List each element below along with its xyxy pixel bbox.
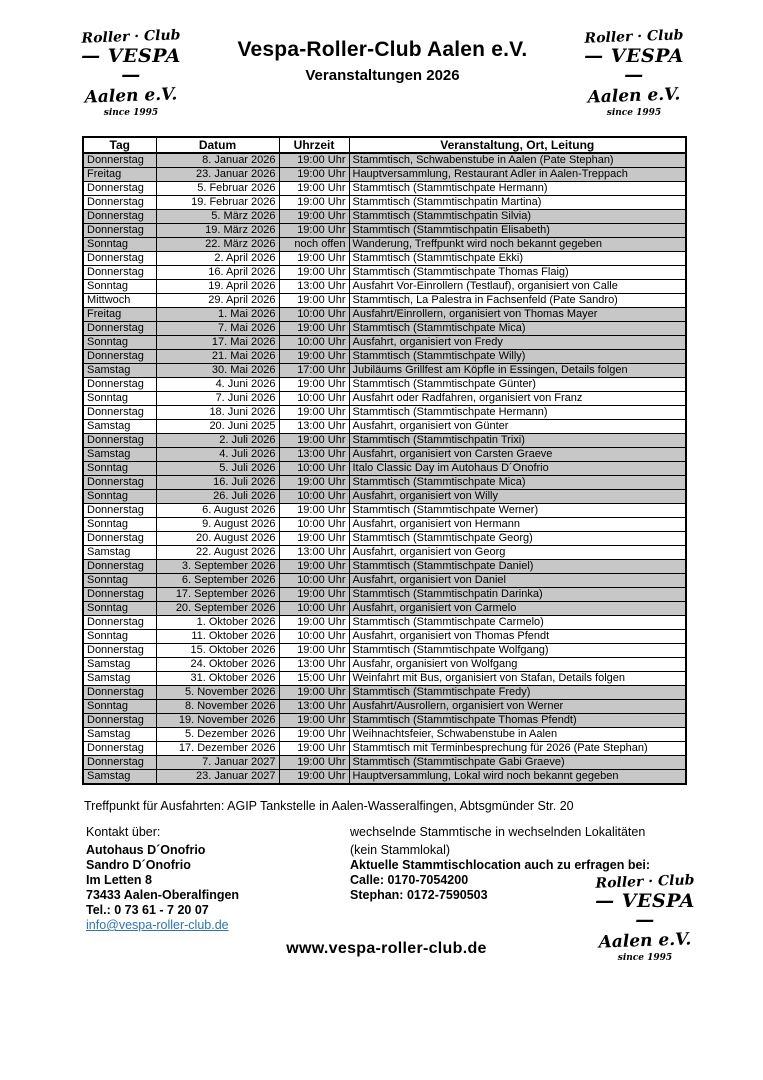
cell-tag: Donnerstag [83, 322, 156, 336]
table-row [83, 714, 686, 728]
cell-uhrzeit: 19:00 Uhr [279, 182, 349, 196]
cell-datum: 5. Juli 2026 [156, 462, 279, 476]
cell-datum: 5. März 2026 [156, 210, 279, 224]
cell-datum: 7. Januar 2027 [156, 756, 279, 770]
cell-uhrzeit: 19:00 Uhr [279, 728, 349, 742]
contact-person: Sandro D´Onofrio [86, 858, 191, 872]
cell-uhrzeit: 19:00 Uhr [279, 756, 349, 770]
cell-uhrzeit: 19:00 Uhr [279, 252, 349, 266]
page-subtitle: Veranstaltungen 2026 [305, 67, 460, 84]
cell-datum: 19. Februar 2026 [156, 196, 279, 210]
logo-text-vespa: — VESPA — [595, 890, 695, 931]
cell-tag: Donnerstag [83, 616, 156, 630]
cell-tag: Donnerstag [83, 434, 156, 448]
logo-text-since: since 1995 [606, 108, 662, 118]
cell-datum: 19. November 2026 [156, 714, 279, 728]
cell-datum: 11. Oktober 2026 [156, 630, 279, 644]
cell-tag: Sonntag [83, 462, 156, 476]
table-row [83, 658, 686, 672]
cell-uhrzeit: 19:00 Uhr [279, 210, 349, 224]
cell-uhrzeit: 19:00 Uhr [279, 266, 349, 280]
cell-datum: 17. September 2026 [156, 588, 279, 602]
table-row [83, 616, 686, 630]
cell-uhrzeit: 10:00 Uhr [279, 462, 349, 476]
cell-tag: Donnerstag [83, 182, 156, 196]
cell-tag: Donnerstag [83, 266, 156, 280]
table-row [83, 392, 686, 406]
table-row [83, 406, 686, 420]
cell-datum: 31. Oktober 2026 [156, 672, 279, 686]
cell-uhrzeit: 19:00 Uhr [279, 714, 349, 728]
cell-datum: 9. August 2026 [156, 518, 279, 532]
cell-veranstaltung: Ausfahrt, organisiert von Hermann [349, 518, 686, 532]
cell-uhrzeit: 13:00 Uhr [279, 546, 349, 560]
cell-tag: Donnerstag [83, 196, 156, 210]
cell-tag: Donnerstag [83, 210, 156, 224]
cell-datum: 6. August 2026 [156, 504, 279, 518]
cell-uhrzeit: 10:00 Uhr [279, 336, 349, 350]
table-row [83, 462, 686, 476]
website-url: www.vespa-roller-club.de [286, 940, 487, 957]
cell-veranstaltung: Ausfahr, organisiert von Wolfgang [349, 658, 686, 672]
cell-veranstaltung: Stammtisch (Stammtischpate Georg) [349, 532, 686, 546]
table-row [83, 770, 686, 785]
table-row [83, 504, 686, 518]
table-row [83, 532, 686, 546]
cell-datum: 2. Juli 2026 [156, 434, 279, 448]
cell-datum: 16. April 2026 [156, 266, 279, 280]
cell-datum: 21. Mai 2026 [156, 350, 279, 364]
cell-uhrzeit: 13:00 Uhr [279, 700, 349, 714]
logo-text-since: since 1995 [103, 108, 159, 118]
cell-tag: Donnerstag [83, 686, 156, 700]
treffpunkt-note: Treffpunkt für Ausfahrten: AGIP Tankstelle in Aalen-Wasseralfingen, Abtsgmünder Str. 20 [84, 799, 574, 813]
cell-datum: 22. August 2026 [156, 546, 279, 560]
cell-datum: 7. Juni 2026 [156, 392, 279, 406]
contact-label: Kontakt über: [86, 825, 161, 839]
cell-datum: 20. September 2026 [156, 602, 279, 616]
cell-tag: Samstag [83, 420, 156, 434]
table-row [83, 644, 686, 658]
cell-veranstaltung: Stammtisch (Stammtischpatin Silvia) [349, 210, 686, 224]
cell-veranstaltung: Stammtisch mit Terminbesprechung für 2026 (Pate Stephan) [349, 742, 686, 756]
cell-uhrzeit: 19:00 Uhr [279, 532, 349, 546]
cell-datum: 19. März 2026 [156, 224, 279, 238]
column-header-uhrzeit: Uhrzeit [279, 137, 349, 153]
cell-datum: 1. Mai 2026 [156, 308, 279, 322]
cell-datum: 1. Oktober 2026 [156, 616, 279, 630]
cell-veranstaltung: Jubiläums Grillfest am Köpfle in Essingen, Details folgen [349, 364, 686, 378]
cell-veranstaltung: Ausfahrt, organisiert von Daniel [349, 574, 686, 588]
cell-datum: 6. September 2026 [156, 574, 279, 588]
club-logo-top-left [74, 27, 188, 118]
cell-tag: Sonntag [83, 336, 156, 350]
cell-uhrzeit: 19:00 Uhr [279, 434, 349, 448]
cell-uhrzeit: 19:00 Uhr [279, 168, 349, 182]
page-title: Vespa-Roller-Club Aalen e.V. [237, 38, 528, 61]
cell-uhrzeit: 10:00 Uhr [279, 574, 349, 588]
cell-tag: Sonntag [83, 518, 156, 532]
cell-datum: 15. Oktober 2026 [156, 644, 279, 658]
phone-calle: Calle: 0170-7054200 [350, 873, 469, 887]
cell-veranstaltung: Italo Classic Day im Autohaus D´Onofrio [349, 462, 686, 476]
table-row [83, 630, 686, 644]
phone-stephan: Stephan: 0172-7590503 [350, 888, 488, 902]
cell-tag: Donnerstag [83, 588, 156, 602]
events-table [82, 136, 687, 785]
stammtisch-note-2: (kein Stammlokal) [350, 843, 451, 857]
table-row [83, 728, 686, 742]
cell-uhrzeit: 19:00 Uhr [279, 644, 349, 658]
cell-uhrzeit: 19:00 Uhr [279, 742, 349, 756]
cell-veranstaltung: Stammtisch (Stammtischpate Gabi Graeve) [349, 756, 686, 770]
logo-text-vespa: — VESPA — [584, 45, 684, 86]
stammtisch-note-3: Aktuelle Stammtischlocation auch zu erfragen bei: [350, 858, 651, 872]
table-row [83, 518, 686, 532]
table-header-row [83, 137, 686, 153]
cell-uhrzeit: 13:00 Uhr [279, 280, 349, 294]
table-row [83, 252, 686, 266]
cell-datum: 20. Juni 2025 [156, 420, 279, 434]
cell-veranstaltung: Ausfahrt/Einrollern, organisiert von Thomas Mayer [349, 308, 686, 322]
cell-tag: Samstag [83, 658, 156, 672]
cell-datum: 23. Januar 2027 [156, 770, 279, 785]
cell-datum: 16. Juli 2026 [156, 476, 279, 490]
cell-tag: Samstag [83, 364, 156, 378]
email-link[interactable]: info@vespa-roller-club.de [86, 918, 229, 932]
cell-uhrzeit: 19:00 Uhr [279, 588, 349, 602]
table-row [83, 210, 686, 224]
cell-tag: Donnerstag [83, 504, 156, 518]
logo-text-since: since 1995 [617, 953, 673, 963]
cell-veranstaltung: Ausfahrt Vor-Einrollern (Testlauf), organisiert von Calle [349, 280, 686, 294]
document-header [0, 0, 763, 118]
cell-veranstaltung: Stammtisch (Stammtischpate Mica) [349, 322, 686, 336]
cell-datum: 26. Juli 2026 [156, 490, 279, 504]
cell-uhrzeit: 10:00 Uhr [279, 490, 349, 504]
cell-uhrzeit: 19:00 Uhr [279, 686, 349, 700]
cell-datum: 18. Juni 2026 [156, 406, 279, 420]
table-row [83, 364, 686, 378]
table-row [83, 266, 686, 280]
cell-uhrzeit: 19:00 Uhr [279, 476, 349, 490]
cell-uhrzeit: 10:00 Uhr [279, 630, 349, 644]
cell-uhrzeit: 19:00 Uhr [279, 406, 349, 420]
cell-tag: Donnerstag [83, 153, 156, 168]
cell-veranstaltung: Stammtisch, La Palestra in Fachsenfeld (Pate Sandro) [349, 294, 686, 308]
cell-tag: Sonntag [83, 238, 156, 252]
cell-tag: Donnerstag [83, 742, 156, 756]
table-row [83, 224, 686, 238]
cell-tag: Freitag [83, 308, 156, 322]
column-header-tag: Tag [83, 137, 156, 153]
cell-veranstaltung: Stammtisch (Stammtischpatin Trixi) [349, 434, 686, 448]
table-row [83, 308, 686, 322]
contact-city: 73433 Aalen-Oberalfingen [86, 888, 240, 902]
cell-veranstaltung: Weihnachtsfeier, Schwabenstube in Aalen [349, 728, 686, 742]
cell-datum: 3. September 2026 [156, 560, 279, 574]
cell-veranstaltung: Stammtisch (Stammtischpate Thomas Pfendt) [349, 714, 686, 728]
cell-veranstaltung: Ausfahrt, organisiert von Günter [349, 420, 686, 434]
cell-uhrzeit: 19:00 Uhr [279, 294, 349, 308]
logo-text-roller-club: Roller · Club [584, 27, 684, 47]
cell-datum: 17. Mai 2026 [156, 336, 279, 350]
table-row [83, 448, 686, 462]
events-tbody [83, 153, 686, 784]
cell-veranstaltung: Weinfahrt mit Bus, organisiert von Stafan, Details folgen [349, 672, 686, 686]
cell-veranstaltung: Stammtisch (Stammtischpate Daniel) [349, 560, 686, 574]
cell-tag: Sonntag [83, 700, 156, 714]
cell-datum: 4. Juni 2026 [156, 378, 279, 392]
cell-veranstaltung: Ausfahrt oder Radfahren, organisiert von Franz [349, 392, 686, 406]
table-row [83, 476, 686, 490]
cell-tag: Sonntag [83, 574, 156, 588]
cell-veranstaltung: Hauptversammlung, Restaurant Adler in Aalen-Treppach [349, 168, 686, 182]
table-row [83, 672, 686, 686]
cell-uhrzeit: 19:00 Uhr [279, 350, 349, 364]
cell-tag: Donnerstag [83, 406, 156, 420]
club-logo-bottom-right [588, 872, 702, 963]
cell-uhrzeit: 13:00 Uhr [279, 448, 349, 462]
cell-tag: Sonntag [83, 490, 156, 504]
table-row [83, 322, 686, 336]
table-row [83, 574, 686, 588]
cell-datum: 29. April 2026 [156, 294, 279, 308]
contact-company: Autohaus D´Onofrio [86, 843, 206, 857]
cell-datum: 5. November 2026 [156, 686, 279, 700]
logo-text-vespa: — VESPA — [81, 45, 181, 86]
cell-tag: Samstag [83, 546, 156, 560]
table-row [83, 546, 686, 560]
cell-uhrzeit: 15:00 Uhr [279, 672, 349, 686]
cell-tag: Samstag [83, 728, 156, 742]
cell-tag: Samstag [83, 448, 156, 462]
cell-tag: Donnerstag [83, 476, 156, 490]
cell-datum: 30. Mai 2026 [156, 364, 279, 378]
table-row [83, 560, 686, 574]
cell-veranstaltung: Stammtisch (Stammtischpate Wolfgang) [349, 644, 686, 658]
footer-block [86, 825, 695, 963]
cell-tag: Donnerstag [83, 756, 156, 770]
title-block [238, 30, 528, 84]
cell-tag: Donnerstag [83, 714, 156, 728]
cell-veranstaltung: Stammtisch (Stammtischpate Thomas Flaig) [349, 266, 686, 280]
cell-veranstaltung: Stammtisch (Stammtischpate Fredy) [349, 686, 686, 700]
table-row [83, 294, 686, 308]
table-row [83, 378, 686, 392]
table-row [83, 490, 686, 504]
cell-tag: Samstag [83, 770, 156, 785]
cell-veranstaltung: Stammtisch (Stammtischpate Mica) [349, 476, 686, 490]
stammtisch-note-1: wechselnde Stammtische in wechselnden Lokalitäten [350, 825, 646, 839]
cell-uhrzeit: 13:00 Uhr [279, 420, 349, 434]
column-header-datum: Datum [156, 137, 279, 153]
logo-text-aalen: Aalen e.V. [84, 84, 178, 108]
table-row [83, 238, 686, 252]
cell-veranstaltung: Stammtisch (Stammtischpate Carmelo) [349, 616, 686, 630]
table-row [83, 700, 686, 714]
cell-tag: Donnerstag [83, 350, 156, 364]
cell-veranstaltung: Stammtisch (Stammtischpate Willy) [349, 350, 686, 364]
cell-datum: 22. März 2026 [156, 238, 279, 252]
cell-datum: 23. Januar 2026 [156, 168, 279, 182]
cell-datum: 17. Dezember 2026 [156, 742, 279, 756]
cell-veranstaltung: Ausfahrt, organisiert von Carmelo [349, 602, 686, 616]
cell-uhrzeit: 19:00 Uhr [279, 560, 349, 574]
cell-datum: 4. Juli 2026 [156, 448, 279, 462]
cell-veranstaltung: Ausfahrt, organisiert von Georg [349, 546, 686, 560]
cell-tag: Donnerstag [83, 560, 156, 574]
cell-datum: 19. April 2026 [156, 280, 279, 294]
cell-veranstaltung: Stammtisch (Stammtischpate Günter) [349, 378, 686, 392]
cell-uhrzeit: 10:00 Uhr [279, 308, 349, 322]
cell-tag: Donnerstag [83, 644, 156, 658]
cell-uhrzeit: 19:00 Uhr [279, 322, 349, 336]
contact-street: Im Letten 8 [86, 873, 152, 887]
cell-uhrzeit: 19:00 Uhr [279, 224, 349, 238]
cell-tag: Mittwoch [83, 294, 156, 308]
table-row [83, 182, 686, 196]
cell-tag: Sonntag [83, 280, 156, 294]
cell-datum: 8. Januar 2026 [156, 153, 279, 168]
cell-tag: Sonntag [83, 392, 156, 406]
cell-uhrzeit: 17:00 Uhr [279, 364, 349, 378]
cell-tag: Sonntag [83, 630, 156, 644]
cell-uhrzeit: 19:00 Uhr [279, 770, 349, 785]
logo-text-aalen: Aalen e.V. [598, 929, 692, 953]
table-row [83, 420, 686, 434]
logo-text-roller-club: Roller · Club [81, 27, 181, 47]
cell-tag: Donnerstag [83, 378, 156, 392]
table-row [83, 434, 686, 448]
cell-veranstaltung: Stammtisch (Stammtischpatin Darinka) [349, 588, 686, 602]
cell-veranstaltung: Ausfahrt, organisiert von Fredy [349, 336, 686, 350]
table-row [83, 350, 686, 364]
column-header-veranstaltung: Veranstaltung, Ort, Leitung [349, 137, 686, 153]
table-row [83, 742, 686, 756]
cell-veranstaltung: Stammtisch (Stammtischpate Ekki) [349, 252, 686, 266]
cell-uhrzeit: noch offen [279, 238, 349, 252]
cell-tag: Freitag [83, 168, 156, 182]
cell-veranstaltung: Ausfahrt, organisiert von Thomas Pfendt [349, 630, 686, 644]
cell-veranstaltung: Stammtisch, Schwabenstube in Aalen (Pate Stephan) [349, 153, 686, 168]
table-row [83, 196, 686, 210]
table-row [83, 686, 686, 700]
cell-veranstaltung: Ausfahrt/Ausrollern, organisiert von Werner [349, 700, 686, 714]
cell-veranstaltung: Ausfahrt, organisiert von Willy [349, 490, 686, 504]
cell-tag: Donnerstag [83, 224, 156, 238]
cell-veranstaltung: Stammtisch (Stammtischpatin Martina) [349, 196, 686, 210]
contact-address [86, 825, 350, 933]
cell-datum: 5. Dezember 2026 [156, 728, 279, 742]
table-row [83, 336, 686, 350]
table-row [83, 602, 686, 616]
cell-datum: 2. April 2026 [156, 252, 279, 266]
cell-uhrzeit: 19:00 Uhr [279, 153, 349, 168]
cell-veranstaltung: Stammtisch (Stammtischpate Hermann) [349, 182, 686, 196]
cell-veranstaltung: Hauptversammlung, Lokal wird noch bekannt gegeben [349, 770, 686, 785]
table-row [83, 756, 686, 770]
cell-veranstaltung: Stammtisch (Stammtischpate Hermann) [349, 406, 686, 420]
logo-text-aalen: Aalen e.V. [587, 84, 681, 108]
cell-uhrzeit: 10:00 Uhr [279, 602, 349, 616]
cell-datum: 7. Mai 2026 [156, 322, 279, 336]
cell-uhrzeit: 19:00 Uhr [279, 378, 349, 392]
cell-uhrzeit: 10:00 Uhr [279, 518, 349, 532]
logo-text-roller-club: Roller · Club [595, 872, 695, 892]
cell-datum: 24. Oktober 2026 [156, 658, 279, 672]
cell-tag: Sonntag [83, 602, 156, 616]
table-row [83, 588, 686, 602]
cell-veranstaltung: Ausfahrt, organisiert von Carsten Graeve [349, 448, 686, 462]
cell-datum: 5. Februar 2026 [156, 182, 279, 196]
cell-tag: Donnerstag [83, 532, 156, 546]
cell-tag: Donnerstag [83, 252, 156, 266]
table-row [83, 153, 686, 168]
club-logo-top-right [577, 27, 691, 118]
cell-datum: 20. August 2026 [156, 532, 279, 546]
table-row [83, 168, 686, 182]
cell-uhrzeit: 19:00 Uhr [279, 616, 349, 630]
cell-uhrzeit: 19:00 Uhr [279, 504, 349, 518]
cell-uhrzeit: 13:00 Uhr [279, 658, 349, 672]
cell-veranstaltung: Stammtisch (Stammtischpate Werner) [349, 504, 686, 518]
table-row [83, 280, 686, 294]
contact-phone: Tel.: 0 73 61 - 7 20 07 [86, 903, 209, 917]
cell-uhrzeit: 19:00 Uhr [279, 196, 349, 210]
cell-datum: 8. November 2026 [156, 700, 279, 714]
cell-veranstaltung: Stammtisch (Stammtischpatin Elisabeth) [349, 224, 686, 238]
cell-veranstaltung: Wanderung, Treffpunkt wird noch bekannt gegeben [349, 238, 686, 252]
cell-uhrzeit: 10:00 Uhr [279, 392, 349, 406]
cell-tag: Samstag [83, 672, 156, 686]
